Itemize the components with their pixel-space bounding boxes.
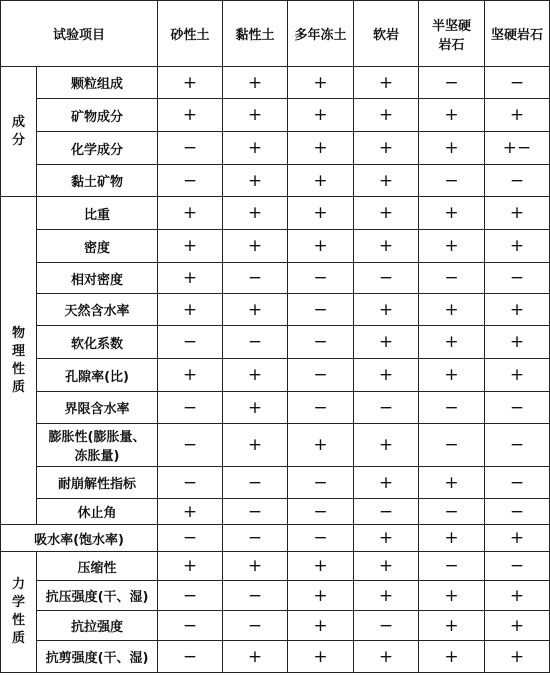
- value-cell-4: +: [354, 326, 419, 359]
- value-cell-3: +: [288, 197, 354, 230]
- value-cell-2: +: [223, 67, 288, 99]
- value-cell-1: +: [158, 197, 223, 230]
- value-cell-2: +: [223, 132, 288, 165]
- value-cell-1: +: [158, 359, 223, 392]
- value-cell-1: −: [158, 467, 223, 499]
- value-cell-4: +: [354, 230, 419, 263]
- table-row: [1, 424, 550, 467]
- value-cell-1: +: [158, 67, 223, 99]
- value-cell-1: −: [158, 525, 223, 552]
- value-cell-3: −: [288, 499, 354, 525]
- table-body: [1, 67, 550, 673]
- value-cell-6: +: [485, 359, 550, 392]
- row-item-label: 抗剪强度(干、湿): [37, 641, 158, 673]
- row-item-label: 软化系数: [37, 326, 158, 359]
- value-cell-6: −: [485, 552, 550, 581]
- table-row: [1, 326, 550, 359]
- value-cell-5: −: [419, 67, 485, 99]
- table-row: [1, 230, 550, 263]
- table-row: [1, 197, 550, 230]
- group-label: 物 理 性 质: [1, 197, 37, 525]
- value-cell-3: −: [288, 359, 354, 392]
- header-col-3: 多年冻土: [288, 1, 354, 67]
- row-item-label: 黏土矿物: [37, 165, 158, 197]
- header-col-4: 软岩: [354, 1, 419, 67]
- row-item-label: 压缩性: [37, 552, 158, 581]
- value-cell-4: +: [354, 641, 419, 673]
- table-row: [1, 132, 550, 165]
- value-cell-6: −: [485, 392, 550, 424]
- value-cell-4: +: [354, 197, 419, 230]
- value-cell-1: +: [158, 99, 223, 132]
- value-cell-2: +: [223, 197, 288, 230]
- value-cell-4: +: [354, 359, 419, 392]
- group-label: 力 学 性 质: [1, 552, 37, 673]
- value-cell-2: +: [223, 99, 288, 132]
- value-cell-2: −: [223, 581, 288, 611]
- header-col-6: 坚硬岩石: [485, 1, 550, 67]
- row-item-label: 相对密度: [37, 263, 158, 294]
- table-row: [1, 359, 550, 392]
- value-cell-5: +: [419, 611, 485, 641]
- value-cell-5: +: [419, 467, 485, 499]
- value-cell-5: +: [419, 132, 485, 165]
- value-cell-5: −: [419, 499, 485, 525]
- value-cell-5: +: [419, 197, 485, 230]
- value-cell-2: +: [223, 294, 288, 326]
- table-row: [1, 581, 550, 611]
- value-cell-6: −: [485, 263, 550, 294]
- row-item-label: 膨胀性(膨胀量、 冻胀量): [37, 424, 158, 467]
- value-cell-4: −: [354, 392, 419, 424]
- value-cell-1: −: [158, 392, 223, 424]
- value-cell-3: +: [288, 230, 354, 263]
- header-col-5: 半坚硬 岩石: [419, 1, 485, 67]
- value-cell-6: +: [485, 326, 550, 359]
- value-cell-3: +: [288, 99, 354, 132]
- value-cell-4: +: [354, 99, 419, 132]
- value-cell-3: +: [288, 67, 354, 99]
- value-cell-3: −: [288, 326, 354, 359]
- value-cell-1: −: [158, 132, 223, 165]
- value-cell-4: +: [354, 294, 419, 326]
- value-cell-6: −: [485, 165, 550, 197]
- value-cell-4: +: [354, 67, 419, 99]
- value-cell-1: +: [158, 552, 223, 581]
- value-cell-6: −: [485, 467, 550, 499]
- value-cell-1: −: [158, 424, 223, 467]
- value-cell-1: +: [158, 263, 223, 294]
- value-cell-5: +: [419, 359, 485, 392]
- value-cell-3: +: [288, 552, 354, 581]
- value-cell-2: −: [223, 611, 288, 641]
- value-cell-1: +: [158, 499, 223, 525]
- value-cell-6: −: [485, 424, 550, 467]
- value-cell-1: −: [158, 326, 223, 359]
- value-cell-3: −: [288, 467, 354, 499]
- group-label: 成 分: [1, 67, 37, 197]
- value-cell-1: −: [158, 165, 223, 197]
- table-row: [1, 499, 550, 525]
- value-cell-4: +: [354, 467, 419, 499]
- value-cell-2: −: [223, 525, 288, 552]
- value-cell-4: +: [354, 525, 419, 552]
- value-cell-5: +: [419, 99, 485, 132]
- value-cell-6: +: [485, 581, 550, 611]
- value-cell-4: −: [354, 263, 419, 294]
- value-cell-3: +: [288, 641, 354, 673]
- value-cell-5: −: [419, 165, 485, 197]
- value-cell-6: +: [485, 99, 550, 132]
- value-cell-5: +: [419, 294, 485, 326]
- value-cell-5: +: [419, 525, 485, 552]
- value-cell-3: +: [288, 424, 354, 467]
- table-row: [1, 294, 550, 326]
- row-item-label: 界限含水率: [37, 392, 158, 424]
- value-cell-4: +: [354, 552, 419, 581]
- value-cell-4: +: [354, 424, 419, 467]
- row-item-label: 抗拉强度: [37, 611, 158, 641]
- row-item-label: 天然含水率: [37, 294, 158, 326]
- value-cell-3: −: [288, 294, 354, 326]
- value-cell-2: −: [223, 263, 288, 294]
- value-cell-1: −: [158, 641, 223, 673]
- value-cell-1: +: [158, 294, 223, 326]
- table-row: [1, 67, 550, 99]
- row-item-label: 抗压强度(干、湿): [37, 581, 158, 611]
- value-cell-6: +: [485, 611, 550, 641]
- value-cell-6: +: [485, 197, 550, 230]
- value-cell-2: +: [223, 392, 288, 424]
- value-cell-3: +: [288, 581, 354, 611]
- value-cell-3: +: [288, 165, 354, 197]
- header-col-1: 砂性土: [158, 1, 223, 67]
- value-cell-4: +: [354, 581, 419, 611]
- value-cell-1: −: [158, 581, 223, 611]
- row-item-label: 化学成分: [37, 132, 158, 165]
- table-row: [1, 525, 550, 552]
- value-cell-4: +: [354, 165, 419, 197]
- value-cell-2: +: [223, 641, 288, 673]
- value-cell-2: +: [223, 165, 288, 197]
- header-row: [1, 1, 550, 67]
- value-cell-6: +: [485, 230, 550, 263]
- value-cell-5: +: [419, 641, 485, 673]
- value-cell-4: −: [354, 611, 419, 641]
- table-row: [1, 99, 550, 132]
- row-item-label: 颗粒组成: [37, 67, 158, 99]
- value-cell-4: +: [354, 132, 419, 165]
- value-cell-3: +: [288, 132, 354, 165]
- value-cell-5: −: [419, 424, 485, 467]
- table-row: [1, 611, 550, 641]
- table-row: [1, 467, 550, 499]
- table-row: [1, 263, 550, 294]
- value-cell-6: +−: [485, 132, 550, 165]
- row-item-label: 比重: [37, 197, 158, 230]
- value-cell-5: −: [419, 552, 485, 581]
- header-col-2: 黏性土: [223, 1, 288, 67]
- value-cell-2: +: [223, 230, 288, 263]
- value-cell-5: +: [419, 230, 485, 263]
- value-cell-2: −: [223, 467, 288, 499]
- table-row: [1, 392, 550, 424]
- value-cell-4: −: [354, 499, 419, 525]
- value-cell-2: −: [223, 326, 288, 359]
- row-item-label: 孔隙率(比): [37, 359, 158, 392]
- value-cell-5: +: [419, 326, 485, 359]
- value-cell-3: −: [288, 392, 354, 424]
- value-cell-6: +: [485, 641, 550, 673]
- value-cell-2: +: [223, 359, 288, 392]
- header-test-item: 试验项目: [1, 1, 158, 67]
- value-cell-1: −: [158, 611, 223, 641]
- value-cell-1: +: [158, 230, 223, 263]
- row-item-label: 吸水率(饱水率): [1, 525, 158, 552]
- value-cell-3: +: [288, 611, 354, 641]
- value-cell-5: +: [419, 581, 485, 611]
- value-cell-3: −: [288, 263, 354, 294]
- value-cell-6: −: [485, 67, 550, 99]
- value-cell-3: −: [288, 525, 354, 552]
- table-row: [1, 165, 550, 197]
- value-cell-6: −: [485, 499, 550, 525]
- value-cell-2: +: [223, 552, 288, 581]
- value-cell-2: −: [223, 499, 288, 525]
- value-cell-2: +: [223, 424, 288, 467]
- row-item-label: 休止角: [37, 499, 158, 525]
- row-item-label: 密度: [37, 230, 158, 263]
- value-cell-6: +: [485, 294, 550, 326]
- value-cell-6: +: [485, 525, 550, 552]
- value-cell-5: −: [419, 392, 485, 424]
- row-item-label: 耐崩解性指标: [37, 467, 158, 499]
- value-cell-5: −: [419, 263, 485, 294]
- row-item-label: 矿物成分: [37, 99, 158, 132]
- table-row: [1, 641, 550, 673]
- table-row: [1, 552, 550, 581]
